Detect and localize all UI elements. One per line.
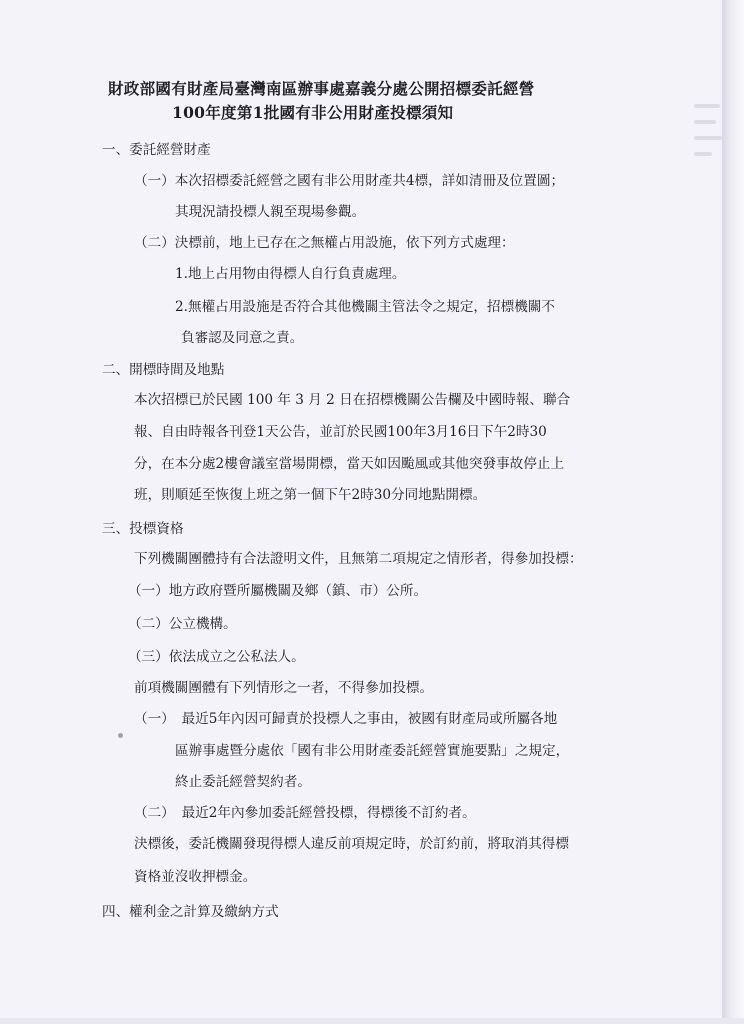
section-1-line-1: （一）本次招標委託經營之國有非公用財產共4標，詳如清冊及位置圖； [134, 173, 565, 189]
section-3-line-1: 下列機關團體持有合法證明文件，且無第二項規定之情形者，得參加投標： [134, 551, 583, 567]
scan-right-edge [722, 0, 744, 1024]
section-3-line-9: （二） 最近2年內參加委託經營投標，得標後不訂約者。 [134, 805, 476, 821]
section-2-line-4: 班，則順延至恢復上班之第一個下午2時30分同地點開標。 [134, 487, 487, 503]
bleed-through-marks [690, 92, 722, 182]
section-1-line-4: 1.地上占用物由得標人自行負責處理。 [175, 266, 406, 282]
section-2-line-3: 分，在本分處2樓會議室當場開標，當天如因颱風或其他突發事故停止上 [134, 456, 565, 472]
section-3-line-6: （一） 最近5年內因可歸責於投標人之事由，被國有財產局或所屬各地 [134, 711, 558, 727]
section-1-line-2: 其現況請投標人親至現場參觀。 [175, 204, 366, 220]
section-1-heading: 一、委託經營財產 [102, 142, 211, 158]
section-1-line-3: （二）決標前，地上已存在之無權占用設施，依下列方式處理： [134, 235, 515, 251]
scan-bottom-edge [0, 1018, 744, 1024]
section-3-line-7: 區辦事處暨分處依「國有非公用財產委託經營實施要點」之規定， [175, 743, 570, 759]
document-title-line-1: 財政部國有財產局臺灣南區辦事處嘉義分處公開招標委託經營 [108, 79, 535, 98]
section-1-line-5: 2.無權占用設施是否符合其他機關主管法令之規定，招標機關不 [175, 299, 555, 315]
section-3-line-10: 決標後，委託機關發現得標人違反前項規定時，於訂約前，將取消其得標 [134, 836, 569, 852]
section-4-heading: 四、權利金之計算及繳納方式 [102, 904, 279, 920]
section-2-heading: 二、開標時間及地點 [102, 362, 225, 378]
section-2-line-1: 本次招標已於民國 100 年 3 月 2 日在招標機關公告欄及中國時報、聯合 [134, 392, 571, 408]
section-2-line-2: 報、自由時報各刊登1天公告，並訂於民國100年3月16日下午2時30 [134, 424, 547, 440]
section-3-line-5: 前項機關團體有下列情形之一者，不得參加投標。 [134, 680, 434, 696]
section-3-line-4: （三）依法成立之公私法人。 [128, 649, 305, 665]
section-3-heading: 三、投標資格 [102, 521, 184, 537]
document-title-line-2: 100年度第1批國有非公用財產投標須知 [172, 103, 454, 122]
section-3-line-11: 資格並沒收押標金。 [134, 869, 257, 885]
section-3-line-2: （一）地方政府暨所屬機關及鄉（鎮、市）公所。 [128, 583, 428, 599]
section-1-line-6: 負審認及同意之責。 [181, 330, 304, 346]
section-3-line-3: （二）公立機構。 [128, 616, 237, 632]
section-3-line-8: 終止委託經營契約者。 [175, 774, 311, 790]
scan-speck [118, 733, 123, 738]
